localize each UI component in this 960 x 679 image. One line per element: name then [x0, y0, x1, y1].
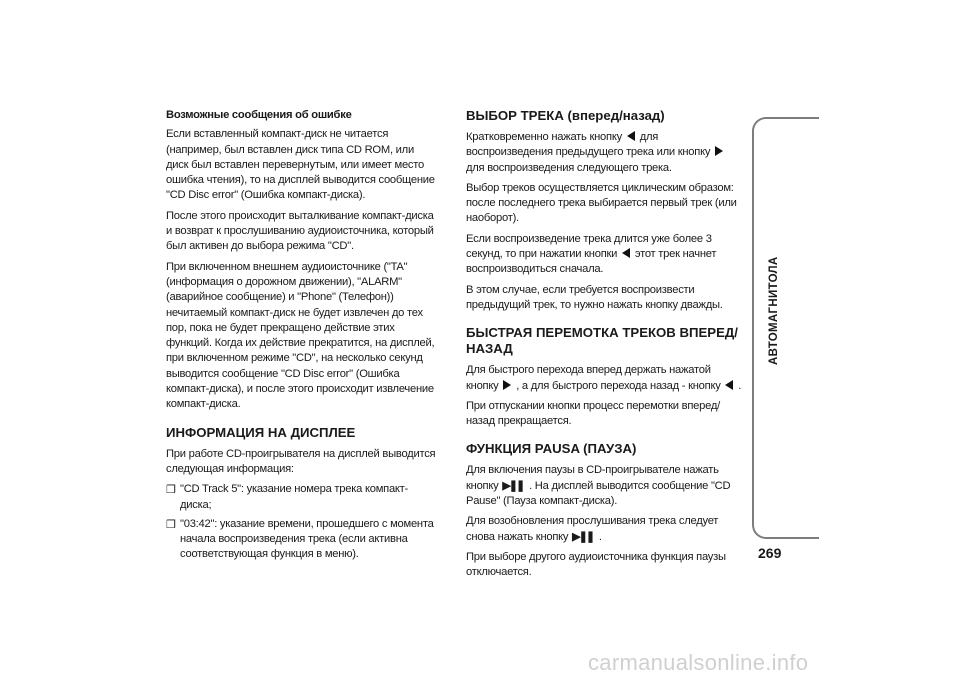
paragraph: Кратковременно нажать кнопку для воспроизведения предыдущего трека или кнопку для воспроизведения следующего трека. — [466, 130, 744, 176]
next-track-icon — [503, 380, 511, 390]
paragraph: При работе CD-проигрывателя на дисплей выводится следующая информация: — [166, 447, 436, 475]
track-selection-heading: ВЫБОР ТРЕКА (вперед/назад) — [466, 108, 665, 123]
play-pause-icon: ▶❚❚ — [502, 479, 524, 492]
paragraph: Выбор треков осуществляется циклическим образом: после последнего трека выбирается первый трек (или наоборот). — [466, 181, 737, 225]
section-tab-frame — [752, 117, 819, 539]
display-info-heading: ИНФОРМАЦИЯ НА ДИСПЛЕЕ — [166, 424, 356, 440]
paragraph: Для быстрого перехода вперед держать нажатой кнопку , а для быстрого перехода назад - кнопку . — [466, 364, 742, 392]
watermark: carmanualsonline.info — [588, 650, 809, 675]
paragraph: При отпускании кнопки процесс перемотки вперед/назад прекращается. — [466, 399, 720, 428]
list-item: ❒ "CD Track 5": указание номера трека компакт-диска; — [166, 483, 409, 511]
paragraph: Для включения паузы в CD-проигрывателе нажать кнопку ▶❚❚ . На дисплей выводится сообщение "CD Pause" (Пауза компакт-диска). — [466, 464, 731, 508]
list-item: ❒ "03:42": указание времени, прошедшего с момента начала воспроизведения трека (если активна соответствующая функция в меню). — [166, 517, 434, 561]
left-column — [166, 108, 436, 567]
fast-rewind-heading: БЫСТРАЯ ПЕРЕМОТКА ТРЕКОВ ВПЕРЕД/НАЗАД — [466, 325, 738, 357]
paragraph: Если вставленный компакт-диск не читается (например, был вставлен диск типа CD ROM, или диск был вставлен перевернутым, или имеет место ошибка чтения), то на дисплей выводится сообщение "CD Disc error" (Ошибка компакт-диска). — [166, 128, 435, 202]
previous-track-icon — [622, 248, 630, 258]
paragraph: После этого происходит выталкивание компакт-диска и возврат к прослушиванию аудиоисточника, который был активен до выбора режима "CD". — [166, 209, 434, 253]
checkbox-bullet-icon: ❒ — [166, 484, 176, 497]
paragraph: Если воспроизведение трека длится уже более 3 секунд, то при нажатии кнопки этот трек начнет воспроизводиться сначала. — [466, 232, 717, 276]
checkbox-bullet-icon: ❒ — [166, 518, 176, 531]
previous-track-icon — [627, 131, 635, 141]
paragraph: Для возобновления прослушивания трека следует снова нажать кнопку ▶❚❚ . — [466, 514, 744, 545]
page-number: 269 — [758, 545, 782, 561]
paragraph: При выборе другого аудиоисточника функция паузы отключается. — [466, 550, 726, 579]
previous-track-icon — [725, 380, 733, 390]
paragraph: В этом случае, если требуется воспроизвести предыдущий трек, то нужно нажать кнопку дважды. — [466, 283, 723, 311]
error-messages-subheading: Возможные сообщения об ошибке — [166, 109, 352, 121]
paragraph: При включенном внешнем аудиоисточнике ("TA" (информация о дорожном движении), "ALARM" (аварийное сообщение) и "Phone" (Телефон)) нечитаемый компакт-диск не будет извлечен до тех пор, пока не будет прекращено действие этих функций. Когда их действие прекратится, на дисплей, при включенном режиме "CD", на несколько секунд выводится сообщение "CD Disc error" (Ошибка компакт-диска), и после этого происходит извлечение компакт-диска. — [166, 260, 435, 411]
play-pause-icon: ▶❚❚ — [572, 530, 594, 543]
pause-function-heading: ФУНКЦИЯ PAUSA (ПАУЗА) — [466, 441, 637, 457]
next-track-icon — [715, 146, 723, 156]
right-column — [466, 108, 744, 586]
